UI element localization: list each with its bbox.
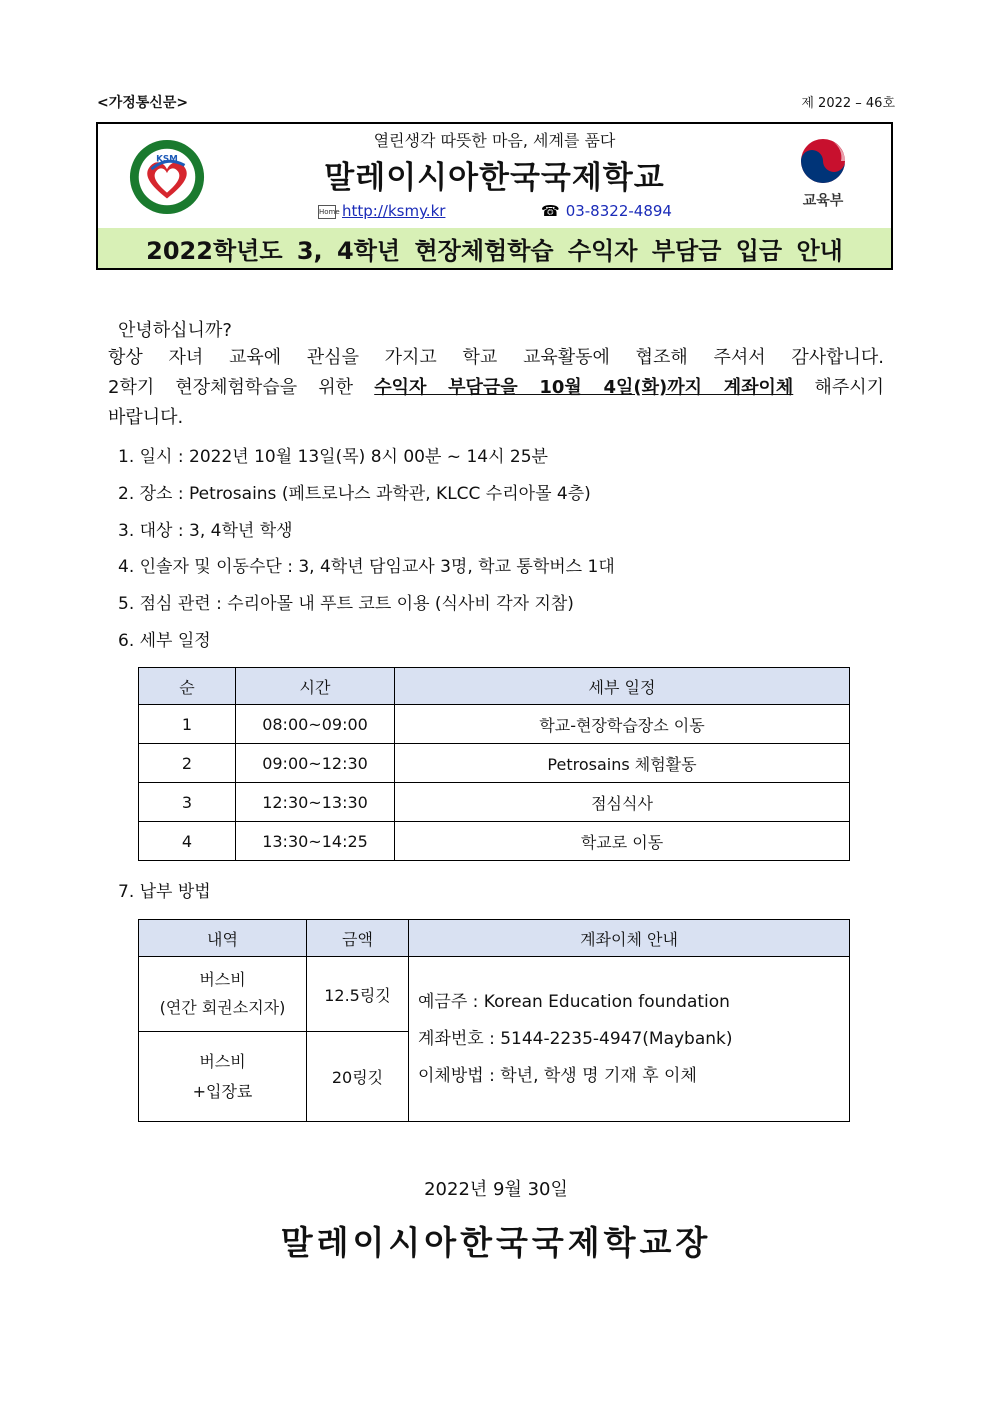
column-header: 순	[139, 668, 236, 705]
fee-item-name: 버스비	[199, 970, 246, 989]
fee-item-note: +입장료	[192, 1081, 253, 1101]
table-cell: 점심식사	[395, 783, 850, 822]
table-cell: 3	[139, 783, 236, 822]
issue-number: 제 2022 – 46호	[801, 96, 895, 111]
greeting: 안녕하십니까?	[118, 320, 232, 341]
fee-item-cell	[139, 957, 307, 1032]
table-header-row	[139, 920, 850, 957]
table-cell: 12:30~13:30	[236, 783, 395, 822]
column-header: 시간	[236, 668, 395, 705]
table-row	[139, 822, 850, 861]
payment-table	[138, 919, 850, 1122]
fee-amount: 12.5링깃	[307, 957, 409, 1032]
table-cell: 학교로 이동	[395, 822, 850, 861]
issue-date: 2022년 9월 30일	[424, 1179, 568, 1200]
body-line-2-start: 2학기 현장체험학습을 위한	[108, 377, 354, 398]
table-cell: 2	[139, 744, 236, 783]
column-header: 금액	[307, 920, 409, 957]
info-item-lunch: 5. 점심 관련 : 수리아몰 내 푸트 코트 이용 (식사비 각자 지참)	[118, 594, 574, 614]
info-item-place: 2. 장소 : Petrosains (페트로나스 과학관, KLCC 수리아몰 4층)	[118, 484, 591, 504]
body-line-2	[108, 373, 884, 403]
account-number: 계좌번호 : 5144-2235-4947(Maybank)	[418, 1028, 733, 1049]
table-cell: 1	[139, 705, 236, 744]
info-item-transport: 4. 인솔자 및 이동수단 : 3, 4학년 담임교사 3명, 학교 통학버스 1대	[118, 557, 615, 577]
info-item-schedule: 6. 세부 일정	[118, 631, 211, 651]
bank-transfer-info	[409, 957, 850, 1122]
school-name: 말레이시아한국국제학교	[324, 160, 665, 196]
website-contact[interactable]	[318, 202, 445, 220]
schedule-table	[138, 667, 850, 861]
fee-amount: 20링깃	[307, 1032, 409, 1122]
table-header-row	[139, 668, 850, 705]
table-row	[139, 783, 850, 822]
fee-item-note: (연간 회권소지자)	[159, 998, 286, 1017]
document-type: <가정통신문>	[97, 95, 189, 111]
body-line-1: 항상 자녀 교육에 관심을 가지고 학교 교육활동에 협조해 주셔서 감사합니다.	[108, 347, 884, 368]
body-line-2-end: 해주시기	[814, 377, 884, 398]
info-item-payment: 7. 납부 방법	[118, 882, 211, 902]
payment-deadline: 수익자 부담금을 10월 4일(화)까지 계좌이체	[374, 377, 794, 398]
banner-header	[98, 124, 891, 230]
table-cell: 09:00~12:30	[236, 744, 395, 783]
column-header: 내역	[139, 920, 307, 957]
column-header: 세부 일정	[395, 668, 850, 705]
table-cell: 학교-현장학습장소 이동	[395, 705, 850, 744]
info-item-date: 1. 일시 : 2022년 10월 13일(목) 8시 00분 ~ 14시 25분	[118, 447, 548, 467]
body-line-3: 바랍니다.	[108, 407, 184, 428]
table-cell: Petrosains 체험활동	[395, 744, 850, 783]
fee-item-cell	[139, 1032, 307, 1122]
table-row	[139, 957, 850, 1032]
website-link[interactable]: http://ksmy.kr	[342, 202, 446, 220]
table-cell: 13:30~14:25	[236, 822, 395, 861]
school-banner	[96, 122, 893, 270]
notice-title: 2022학년도 3, 4학년 현장체험학습 수익자 부담금 입금 안내	[98, 228, 891, 268]
transfer-method: 이체방법 : 학년, 학생 명 기재 후 이체	[418, 1065, 697, 1086]
fee-item-name: 버스비	[199, 1051, 246, 1071]
table-row	[139, 705, 850, 744]
phone-contact	[541, 202, 672, 220]
table-cell: 4	[139, 822, 236, 861]
phone-number: 03-8322-4894	[565, 202, 672, 220]
account-holder: 예금주 : Korean Education foundation	[418, 991, 730, 1012]
taegeuk-icon	[792, 136, 854, 186]
phone-icon: ☎	[541, 202, 560, 220]
logo-text: KSM	[156, 154, 178, 165]
table-row	[139, 744, 850, 783]
info-item-target: 3. 대상 : 3, 4학년 학생	[118, 521, 293, 541]
ministry-label: 교육부	[802, 193, 844, 209]
ministry-emblem	[792, 136, 854, 216]
table-cell: 08:00~09:00	[236, 705, 395, 744]
school-slogan: 열린생각 따뜻한 마음, 세계를 품다	[373, 131, 616, 150]
column-header: 계좌이체 안내	[409, 920, 850, 957]
home-icon: Home	[318, 205, 336, 219]
principal-signature: 말레이시아한국국제학교장	[280, 1223, 712, 1262]
